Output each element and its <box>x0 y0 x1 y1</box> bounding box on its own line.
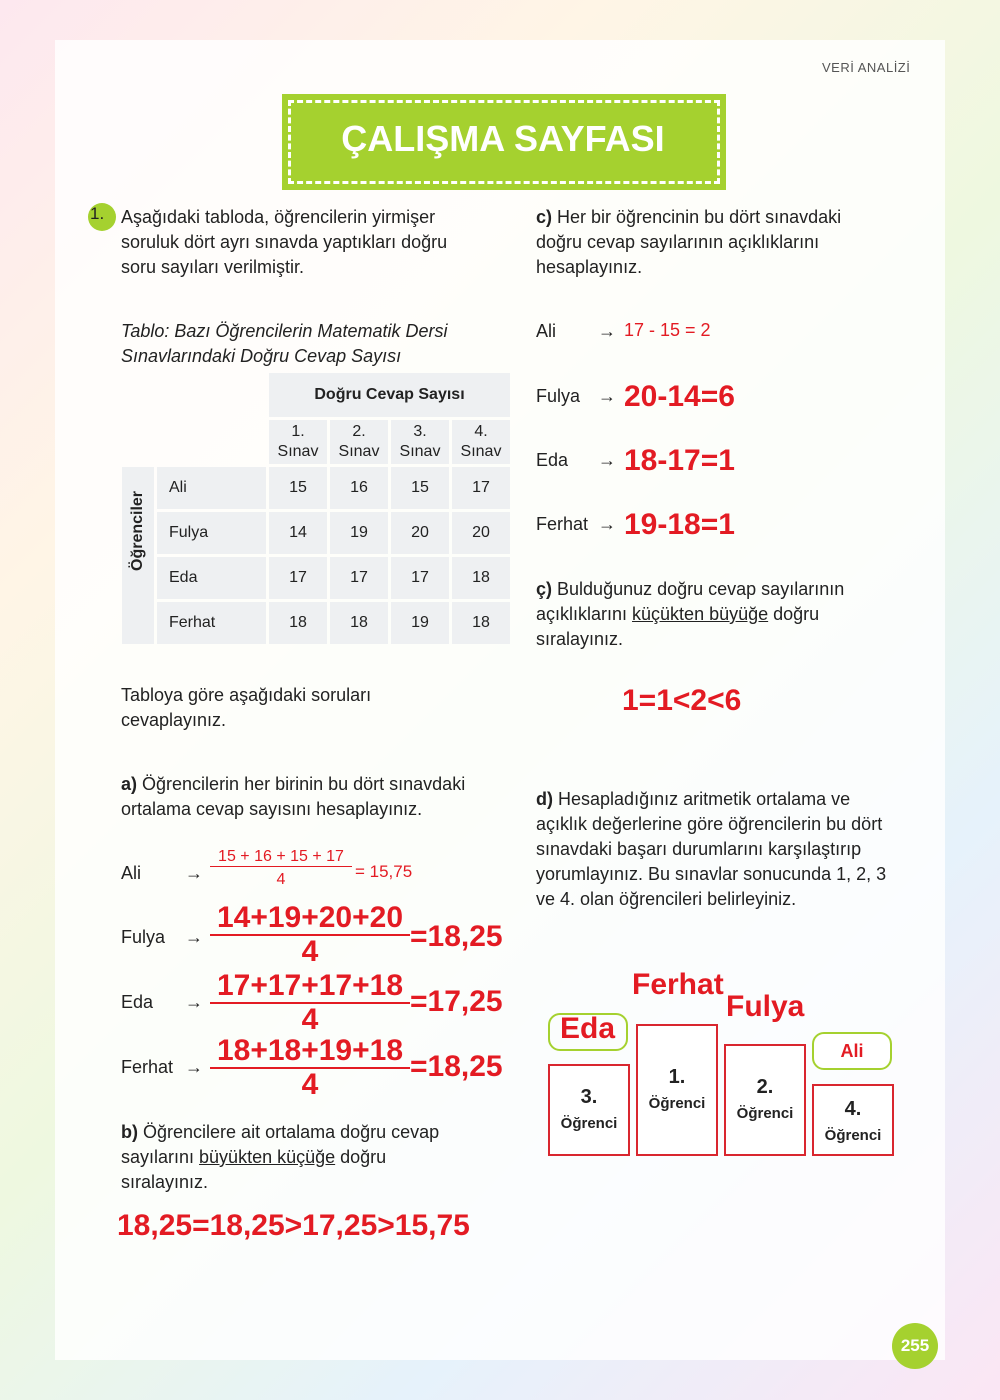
exam-header <box>452 420 510 464</box>
fraction-numerator: 15 + 16 + 15 + 17 <box>210 848 352 867</box>
part-a-text: ortalama cevap sayısını hesaplayınız. <box>121 799 423 819</box>
average-fraction <box>210 970 410 1036</box>
part-cc-text: Bulduğunuz doğru cevap sayılarının <box>557 579 845 599</box>
table-header: Doğru Cevap Sayısı <box>269 373 510 417</box>
part-d-question <box>536 787 936 912</box>
table-cell: 18 <box>452 557 510 599</box>
part-cc-text: doğru <box>768 604 820 624</box>
section-header: VERİ ANALİZİ <box>822 60 911 75</box>
table-row <box>122 467 510 509</box>
arrow-icon: → <box>185 992 203 1012</box>
question-number: 1. <box>90 204 105 223</box>
table-cell: 17 <box>269 557 327 599</box>
instruction-line: cevaplayınız. <box>121 710 227 730</box>
fraction-numerator: 14+19+20+20 <box>210 902 410 936</box>
table-cell: 15 <box>391 467 449 509</box>
table-row <box>122 602 510 644</box>
podium-fourth-place <box>812 1084 894 1156</box>
part-b-text: sayılarını <box>121 1147 200 1167</box>
row-group-text: Öğrenciler <box>129 490 146 571</box>
average-result: =18,25 <box>410 920 503 953</box>
part-a-text: Öğrencilerin her birinin bu dört sınavdaki <box>142 774 466 794</box>
exam-number: 1. <box>291 423 305 440</box>
fraction-denominator: 4 <box>301 1003 319 1036</box>
podium-name-fourth: Ali <box>812 1032 892 1070</box>
instruction-line: Tabloya göre aşağıdaki soruları <box>121 685 372 705</box>
podium-label: Öğrenci <box>648 1095 706 1112</box>
exam-number: 4. <box>474 423 488 440</box>
part-cc-question <box>536 577 936 652</box>
part-b-text: doğru <box>335 1147 387 1167</box>
average-row-name: Ferhat <box>121 1057 174 1077</box>
table-caption <box>121 319 521 369</box>
table-cell: 16 <box>330 467 388 509</box>
range-answer: 17 - 15 = 2 <box>624 320 711 340</box>
table-cell: 20 <box>391 512 449 554</box>
range-answer: 20-14=6 <box>624 380 735 413</box>
podium-label: Öğrenci <box>560 1115 618 1132</box>
caption-line: Tablo: Bazı Öğrencilerin Matematik Dersi <box>121 321 448 341</box>
part-cc-answer: 1=1<2<6 <box>622 684 742 717</box>
podium-label: Öğrenci <box>824 1127 882 1144</box>
part-c-text: doğru cevap sayılarının açıklıklarını <box>536 232 820 252</box>
exam-label: Sınav <box>338 443 380 460</box>
student-name: Eda <box>157 557 266 599</box>
table-cell: 15 <box>269 467 327 509</box>
range-row-name: Ferhat <box>536 514 589 534</box>
average-row-name: Fulya <box>121 927 166 947</box>
exam-number: 3. <box>413 423 427 440</box>
fraction-denominator: 4 <box>276 871 286 888</box>
part-d-text: Hesapladığınız aritmetik ortalama ve <box>558 789 851 809</box>
average-fraction <box>210 902 410 968</box>
table-cell: 19 <box>391 602 449 644</box>
table-cell: 14 <box>269 512 327 554</box>
part-a-question <box>121 772 531 822</box>
range-row-name: Ali <box>536 321 557 341</box>
average-result: = 15,75 <box>355 862 413 881</box>
question-intro <box>121 205 521 280</box>
part-b-answer: 18,25=18,25>17,25>15,75 <box>117 1209 470 1242</box>
part-c-question <box>536 205 936 280</box>
part-c-text: Her bir öğrencinin bu dört sınavdaki <box>557 207 842 227</box>
instruction <box>121 683 521 733</box>
exam-label: Sınav <box>460 443 502 460</box>
range-row-name: Fulya <box>536 386 581 406</box>
podium-rank: 2. <box>756 1076 774 1098</box>
part-b-underlined: büyükten küçüğe <box>199 1147 336 1167</box>
part-b-question <box>121 1120 531 1195</box>
intro-line: Aşağıdaki tabloda, öğrencilerin yirmişer <box>121 207 436 227</box>
podium-name-first: Ferhat <box>632 968 724 1001</box>
table-cell: 17 <box>452 467 510 509</box>
podium-first-place <box>636 1024 718 1156</box>
part-c-text: hesaplayınız. <box>536 257 643 277</box>
table-cell: 17 <box>391 557 449 599</box>
data-table <box>119 370 513 647</box>
part-b-text: sıralayınız. <box>121 1172 209 1192</box>
podium-third-place <box>548 1064 630 1156</box>
part-cc-text: açıklıklarını <box>536 604 633 624</box>
arrow-icon: → <box>598 321 616 341</box>
part-d-text: sınavdaki başarı durumlarını karşılaştırıp <box>536 839 862 859</box>
empty-corner <box>122 373 266 417</box>
exam-header <box>391 420 449 464</box>
part-cc-text: sıralayınız. <box>536 629 624 649</box>
average-row-name: Ali <box>121 863 142 883</box>
fraction-numerator: 17+17+17+18 <box>210 970 410 1004</box>
average-fraction <box>210 1035 410 1101</box>
part-d-text: açıklık değerlerine göre öğrencilerin bu dört <box>536 814 883 834</box>
part-d-text: ve 4. olan öğrencileri belirleyiniz. <box>536 889 797 909</box>
range-answer: 19-18=1 <box>624 508 735 541</box>
part-b-label: b) <box>121 1122 138 1142</box>
fraction-denominator: 4 <box>301 935 319 968</box>
fraction-denominator: 4 <box>301 1068 319 1101</box>
caption-line: Sınavlarındaki Doğru Cevap Sayısı <box>121 346 402 366</box>
part-a-label: a) <box>121 774 138 794</box>
average-row-name: Eda <box>121 992 154 1012</box>
table-cell: 19 <box>330 512 388 554</box>
arrow-icon: → <box>598 450 616 470</box>
data-table-container <box>119 370 513 647</box>
intro-line: soruluk dört ayrı sınavda yaptıkları doğru <box>121 232 448 252</box>
exam-number: 2. <box>352 423 366 440</box>
page-number: 255 <box>892 1323 938 1369</box>
part-d-text: yorumlayınız. Bu sınavlar sonucunda 1, 2, 3 <box>536 864 887 884</box>
part-cc-underlined: küçükten büyüğe <box>632 604 769 624</box>
podium-second-place <box>724 1044 806 1156</box>
page-title: ÇALIŞMA SAYFASI <box>341 118 665 159</box>
table-cell: 17 <box>330 557 388 599</box>
exam-label: Sınav <box>277 443 319 460</box>
table-cell: 20 <box>452 512 510 554</box>
arrow-icon: → <box>598 386 616 406</box>
range-answer: 18-17=1 <box>624 444 735 477</box>
podium-label: Öğrenci <box>736 1105 794 1122</box>
range-row-name: Eda <box>536 450 569 470</box>
table-cell: 18 <box>452 602 510 644</box>
table-cell: 18 <box>269 602 327 644</box>
podium-rank: 4. <box>844 1098 862 1120</box>
average-result: =18,25 <box>410 1050 503 1083</box>
podium-name-second: Fulya <box>726 990 805 1023</box>
podium-rank: 3. <box>580 1086 598 1108</box>
student-name: Ali <box>157 467 266 509</box>
arrow-icon: → <box>185 863 203 883</box>
average-fraction <box>210 848 352 889</box>
podium-name-third: Eda <box>560 1012 616 1045</box>
podium-rank: 1. <box>668 1066 686 1088</box>
part-cc-label: ç) <box>536 579 553 599</box>
empty-corner <box>122 420 266 464</box>
arrow-icon: → <box>598 514 616 534</box>
exam-label: Sınav <box>399 443 441 460</box>
arrow-icon: → <box>185 1057 203 1077</box>
part-c-label: c) <box>536 207 553 227</box>
podium-name-box <box>548 1013 628 1051</box>
average-result: =17,25 <box>410 985 503 1018</box>
exam-header <box>330 420 388 464</box>
row-group-label <box>122 467 154 644</box>
arrow-icon: → <box>185 927 203 947</box>
student-name: Fulya <box>157 512 266 554</box>
table-cell: 18 <box>330 602 388 644</box>
table-row <box>122 557 510 599</box>
fraction-numerator: 18+18+19+18 <box>210 1035 410 1069</box>
part-d-label: d) <box>536 789 553 809</box>
part-b-text: Öğrencilere ait ortalama doğru cevap <box>143 1122 440 1142</box>
student-name: Ferhat <box>157 602 266 644</box>
intro-line: soru sayıları verilmiştir. <box>121 257 305 277</box>
exam-header <box>269 420 327 464</box>
table-row <box>122 512 510 554</box>
